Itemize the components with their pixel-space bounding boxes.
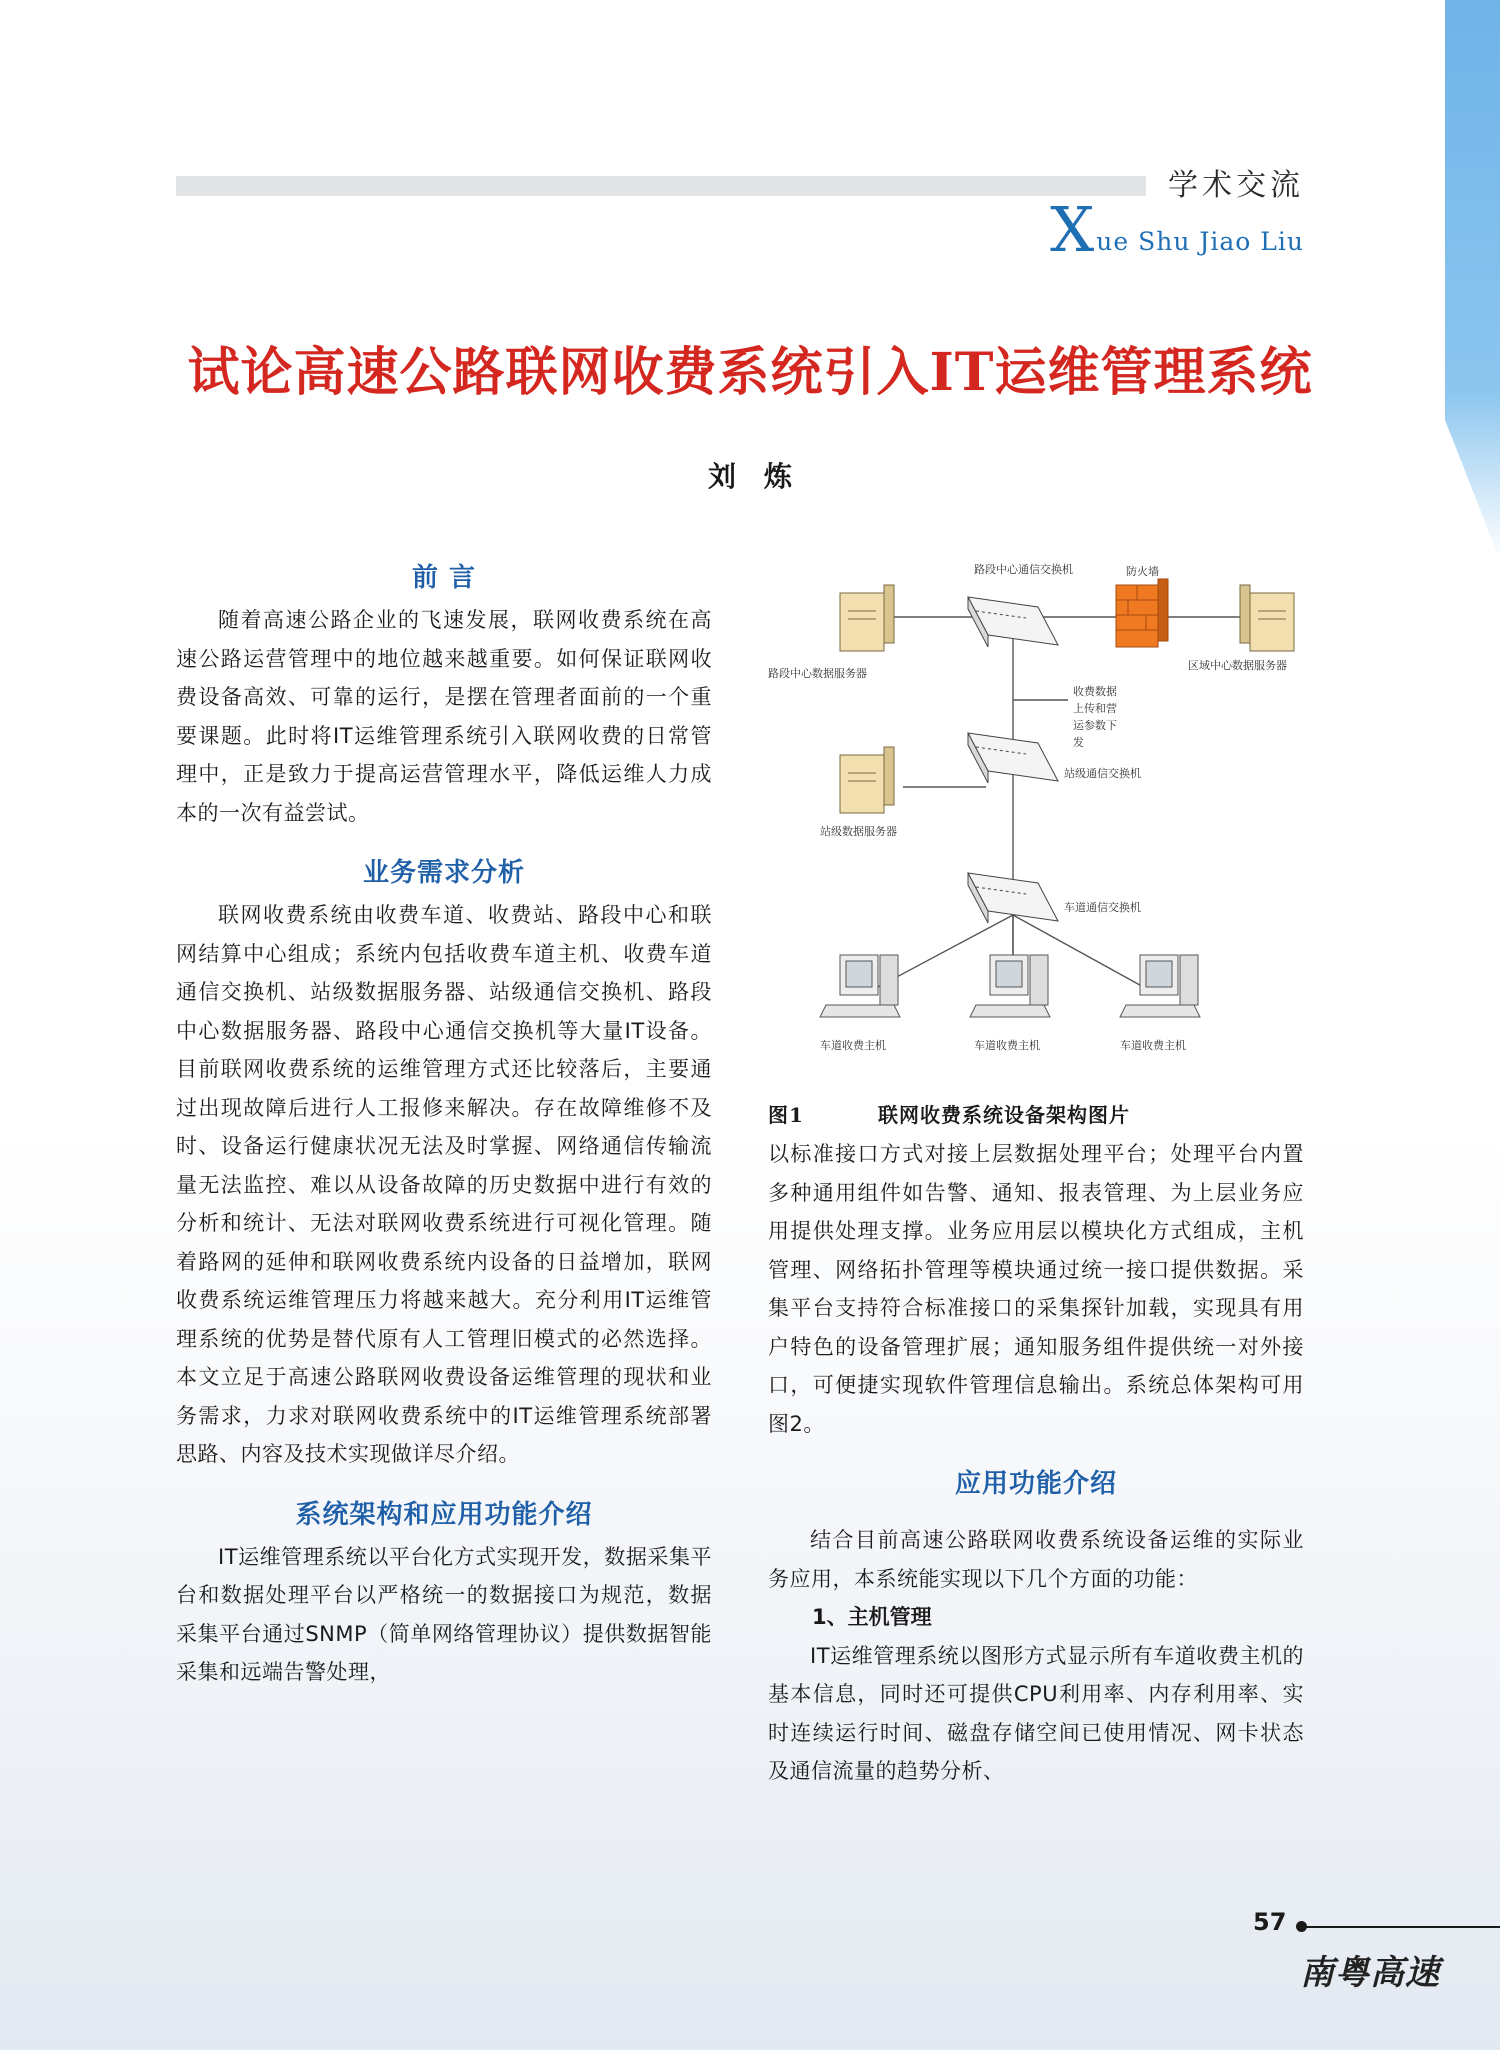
figure-caption — [768, 1095, 1304, 1135]
label-station-switch: 站级通信交换机 — [1064, 767, 1141, 780]
label-lane-host-2: 车道收费主机 — [974, 1039, 1040, 1052]
paragraph-architecture: IT运维管理系统以平台化方式实现开发，数据采集平台和数据处理平台以严格统一的数据接口为规范，数据采集平台通过SNMP（简单网络管理协议）提供数据智能采集和远端告警处理， — [176, 1544, 712, 1684]
label-region-server: 区域中心数据服务器 — [1188, 659, 1287, 672]
figure-caption-text: 联网收费系统设备架构图片 — [878, 1103, 1130, 1127]
label-lane-host-3: 车道收费主机 — [1120, 1039, 1186, 1052]
architecture-figure — [768, 555, 1304, 1095]
server-icon — [840, 747, 894, 813]
label-lane-switch: 车道通信交换机 — [1064, 901, 1141, 914]
paragraph-preface: 随着高速公路企业的飞速发展，联网收费系统在高速公路运营管理中的地位越来越重要。如何保证联网收费设备高效、可靠的运行，是摆在管理者面前的一个重要课题。此时将IT运维管理系统引入联网收费的日常管理中，正是致力于提高运营管理水平，降低运维人力成本的一次有益尝试。 — [176, 608, 712, 825]
paragraph-functions: 结合目前高速公路联网收费系统设备运维的实际业务应用，本系统能实现以下几个方面的功能： — [768, 1528, 1304, 1591]
article-title: 试论高速公路联网收费系统引入IT运维管理系统 — [187, 342, 1313, 403]
firewall-icon — [1116, 579, 1168, 647]
paragraph-host-management: IT运维管理系统以图形方式显示所有车道收费主机的基本信息，同时还可提供CPU利用率、内存利用率、实时连续运行时间、磁盘存储空间已使用情况、网卡状态及通信流量的趋势分析、 — [768, 1643, 1304, 1783]
article-author: 刘炼 — [707, 460, 820, 493]
architecture-diagram — [768, 555, 1304, 1065]
label-note-4: 发 — [1073, 736, 1084, 749]
heading-analysis: 业务需求分析 — [362, 858, 525, 888]
server-icon — [840, 585, 894, 651]
label-road-switch: 路段中心通信交换机 — [974, 563, 1073, 576]
server-icon — [1240, 585, 1294, 651]
subheading-host-management: 1、主机管理 — [812, 1605, 932, 1629]
label-note-3: 运参数下 — [1073, 719, 1117, 732]
paragraph-analysis: 联网收费系统由收费车道、收费站、路段中心和联网结算中心组成；系统内包括收费车道主机、收费车道通信交换机、站级数据服务器、站级通信交换机、路段中心数据服务器、路段中心通信交换机等大量IT设备。目前联网收费系统的运维管理方式还比较落后，主要通过出现故障后进行人工报修来解决。存在故障维修不及时、设备运行健康状况无法及时掌握、网络通信传输流量无法监控、难以从设备故障的历史数据中进行有效的分析和统计、无法对联网收费系统进行可视化管理。随着路网的延伸和联网收费系统内设备的日益增加，联网收费系统运维管理压力将越来越大。充分利用IT运维管理系统的优势是替代原有人工管理旧模式的必然选择。本文立足于高速公路联网收费设备运维管理的现状和业务需求，力求对联网收费系统中的IT运维管理系统部署思路、内容及技术实现做详尽介绍。 — [176, 903, 712, 1466]
journal-logo: 南粤高速 — [1300, 1953, 1440, 1993]
right-column — [768, 555, 1304, 1791]
section-initial: X — [1050, 193, 1095, 266]
heading-preface: 前 言 — [411, 563, 477, 593]
label-firewall: 防火墙 — [1126, 565, 1159, 578]
section-name-en — [1050, 193, 1304, 266]
heading-functions: 应用功能介绍 — [954, 1469, 1117, 1499]
section-name-rest: ue Shu Jiao Liu — [1096, 227, 1304, 256]
section-tag — [1050, 160, 1304, 266]
label-lane-host-1: 车道收费主机 — [820, 1039, 886, 1052]
label-note-1: 收费数据 — [1073, 685, 1117, 698]
heading-architecture: 系统架构和应用功能介绍 — [295, 1499, 593, 1530]
left-column — [176, 555, 712, 1692]
label-station-server: 站级数据服务器 — [820, 825, 897, 838]
page-number: 57 — [1253, 1908, 1287, 1936]
label-road-server: 路段中心数据服务器 — [768, 667, 867, 680]
label-note-2: 上传和营 — [1073, 702, 1117, 715]
section-name-cn: 学术交流 — [1168, 168, 1304, 203]
figure-number: 图1 — [768, 1103, 804, 1127]
footer-line — [1303, 1926, 1500, 1928]
paragraph-continued: 以标准接口方式对接上层数据处理平台；处理平台内置多种通用组件如告警、通知、报表管理、为上层业务应用提供处理支撑。业务应用层以模块化方式组成，主机管理、网络拓扑管理等模块通过统一接口提供数据。采集平台支持符合标准接口的采集探针加载，实现具有用户特色的设备管理扩展；通知服务组件提供统一对外接口，可便捷实现软件管理信息输出。系统总体架构可用图2。 — [768, 1142, 1304, 1436]
header-bar — [176, 176, 1146, 196]
